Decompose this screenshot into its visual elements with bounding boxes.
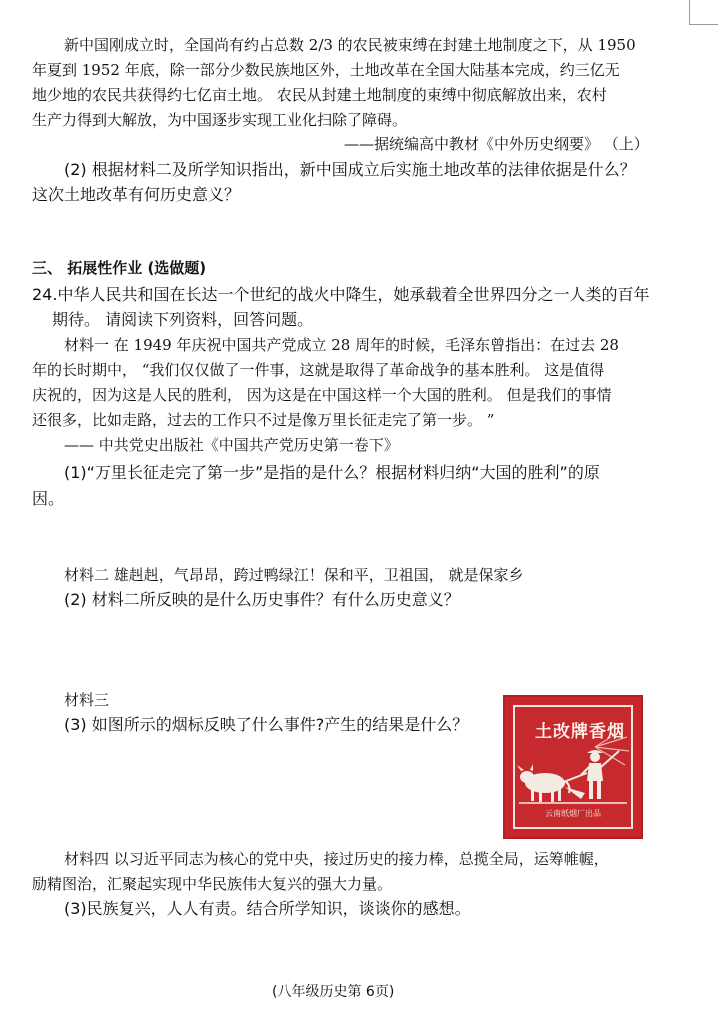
section-heading: 三、 拓展性作业 (选做题)	[32, 259, 207, 277]
material1-line-2: 年的长时期中， “我们仅仅做了一件事，这就是取得了革命战争的基本胜利。 这是值得	[32, 361, 605, 379]
question-land-reform-line-1: (2) 根据材料二及所学知识指出，新中国成立后实施土地改革的法律依据是什么？	[64, 160, 636, 179]
question-1-line-2: 因。	[32, 489, 65, 508]
question-land-reform-line-2: 这次土地改革有何历史意义？	[32, 185, 241, 204]
material4-line-1: 材料四 以习近平同志为核心的党中央，接过历史的接力棒，总揽全局，运筹帷幄，	[64, 850, 609, 868]
question-2: (2) 材料二所反映的是什么历史事件？有什么历史意义？	[64, 590, 460, 609]
question-24-line-1: 24.中华人民共和国在长达一个世纪的战火中降生，她承载着全世界四分之一人类的百年	[32, 285, 650, 304]
land-reform-line-2: 年夏到 1952 年底，除一部分少数民族地区外，土地改革在全国大陆基本完成，约三亿无	[32, 61, 620, 79]
material3-label: 材料三	[64, 691, 110, 709]
land-reform-line-1: 新中国刚成立时，全国尚有约占总数 2/3 的农民被束缚在封建土地制度之下，从 1950	[64, 36, 636, 54]
material1-line-4: 还很多，比如走路，过去的工作只不过是像万里长征走完了第一步。 ”	[32, 411, 495, 429]
land-reform-line-4: 生产力得到大解放，为中国逐步实现工业化扫除了障碍。	[32, 111, 408, 129]
material1-line-1: 材料一 在 1949 年庆祝中国共产党成立 28 周年的时候，毛泽东曾指出：在过去 28	[64, 336, 619, 354]
cigarette-label-maker: 云南纸烟厂出品	[545, 809, 601, 818]
question-1-line-1: (1)“万里长征走完了第一步”是指的是什么？根据材料归纳“大国的胜利”的原	[64, 463, 600, 482]
question-3-reflection: (3)民族复兴，人人有责。结合所学知识，谈谈你的感想。	[64, 899, 471, 918]
material2-text: 材料二 雄赳赳，气昂昂，跨过鸭绿江！保和平，卫祖国， 就是保家乡	[64, 566, 524, 584]
material1-line-3: 庆祝的，因为这是人民的胜利， 因为这是在中国这样一个大国的胜利。 但是我们的事情	[32, 386, 612, 404]
page-footer: (八年级历史第 6页)	[272, 984, 395, 1000]
material1-source: —— 中共党史出版社《中国共产党历史第一卷下》	[64, 436, 399, 454]
land-reform-source: ——据统编高中教材《中外历史纲要》 （上）	[344, 135, 649, 153]
question-3-cigarette: (3) 如图所示的烟标反映了什么事件?产生的结果是什么？	[64, 715, 469, 734]
cigarette-label-image	[503, 695, 643, 839]
land-reform-line-3: 地少地的农民共获得约七亿亩土地。 农民从封建土地制度的束缚中彻底解放出来，农村	[32, 86, 607, 104]
page-corner-mark	[689, 0, 718, 25]
question-24-line-2: 期待。 请阅读下列资料，回答问题。	[52, 310, 314, 329]
material4-line-2: 励精图治，汇聚起实现中华民族伟大复兴的强大力量。	[32, 875, 393, 893]
cigarette-label-title: 土改牌香烟	[535, 722, 625, 742]
